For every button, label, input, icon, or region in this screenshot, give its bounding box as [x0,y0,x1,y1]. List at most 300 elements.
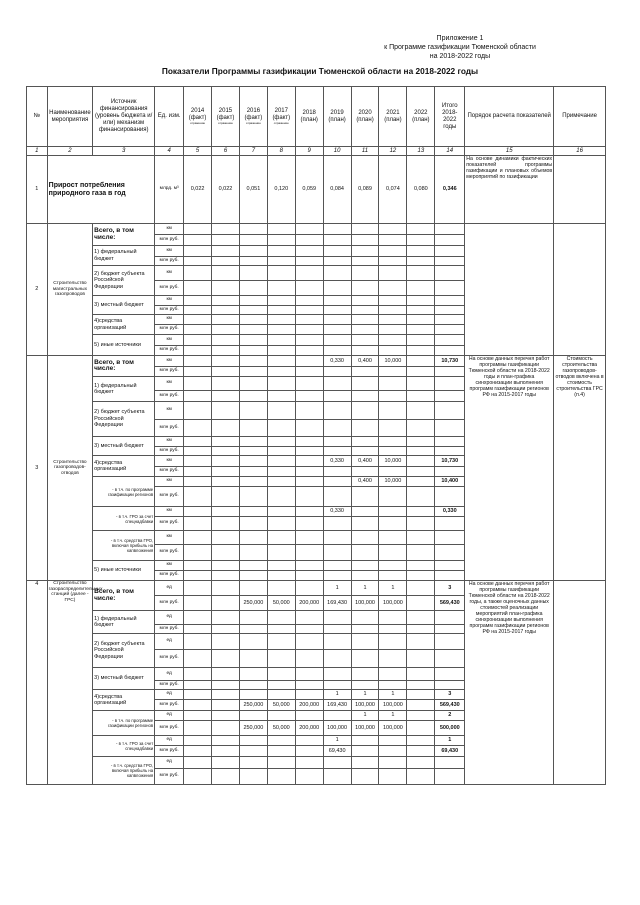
table-cell: 1 [379,581,407,596]
table-cell [212,625,240,634]
table-cell: 250,000 [239,721,267,736]
table-cell [435,611,465,625]
table-cell: 1 [27,147,48,156]
table-cell [295,391,323,402]
table-cell [184,335,212,346]
table-cell [435,757,465,769]
table-cell [295,335,323,346]
table-cell: 4)средства организаций [93,690,155,711]
table-cell [435,571,465,581]
table-cell: 12 [379,147,407,156]
table-cell: 0,330 [323,356,351,367]
table-cell: - в т.ч. средства ГРО, включая прибыль на капвложения [93,531,155,561]
table-cell [323,517,351,531]
table-cell [184,281,212,296]
table-cell: км [155,456,184,467]
table-cell [267,487,295,507]
table-cell [212,296,240,306]
table-cell [351,736,379,746]
table-cell [379,634,407,650]
header-2014: 2014 (факт) отражение [184,87,212,147]
table-cell [323,257,351,266]
table-cell: 1 [351,690,379,700]
table-cell [379,545,407,561]
table-cell [267,650,295,668]
table-cell [184,447,212,456]
table-cell [379,746,407,757]
table-cell [295,281,323,296]
table-cell [295,477,323,487]
table-cell [435,402,465,420]
table-cell [267,517,295,531]
table-cell [379,561,407,571]
table-cell [212,736,240,746]
header-2022: 2022 (план) [407,87,435,147]
table-cell: млн руб. [155,467,184,477]
table-cell: млрд. м³ [155,156,184,224]
table-cell [379,757,407,769]
table-cell: 100,000 [351,700,379,711]
table-cell [351,246,379,257]
table-cell [407,634,435,650]
table-cell [407,456,435,467]
table-cell [212,668,240,681]
table-cell [267,391,295,402]
table-cell [212,325,240,335]
table-cell: 13 [407,147,435,156]
table-cell [267,315,295,325]
table-cell [407,246,435,257]
table-cell [351,650,379,668]
table-cell [239,296,267,306]
table-cell [295,545,323,561]
table-cell [239,266,267,281]
table-cell [212,581,240,596]
table-cell: 1) федеральный бюджет [93,246,155,266]
table-cell: 0,330 [323,507,351,517]
table-cell [351,402,379,420]
table-cell [239,711,267,721]
table-cell [323,437,351,447]
table-cell: 14 [435,147,465,156]
table-cell: 2) бюджет субъекта Российской Федерации [93,634,155,668]
table-cell: 1 [323,690,351,700]
table-cell [351,377,379,391]
table-cell [435,325,465,335]
table-cell [435,625,465,634]
table-cell [239,235,267,246]
table-cell [407,690,435,700]
table-cell [379,625,407,634]
table-cell: 1) федеральный бюджет [93,611,155,634]
table-cell [323,711,351,721]
table-cell: 200,000 [295,721,323,736]
header-name: Наименование мероприятия [47,87,92,147]
table-cell [295,266,323,281]
table-cell [267,531,295,545]
table-cell [212,402,240,420]
table-cell: км [155,296,184,306]
table-cell [295,517,323,531]
table-cell [239,477,267,487]
table-cell [184,224,212,235]
table-cell [435,487,465,507]
table-cell [239,611,267,625]
table-cell: км [155,402,184,420]
table-cell: 100,000 [351,596,379,611]
table-cell: 100,000 [323,721,351,736]
table-cell: 9 [295,147,323,156]
table-cell: 200,000 [295,700,323,711]
table-cell [267,335,295,346]
table-cell [407,561,435,571]
table-cell: На основе данных перечня работ программы газификации Тюменской области на 2018-2022 годы и план-графика синхронизации выполнения программ газификации регионов РФ на 2015-2017 годы [465,356,554,581]
header-calc: Порядок расчета показателей [465,87,554,147]
table-cell: - в т.ч. ГРО за счет спецнадбавки [93,736,155,757]
table-cell [323,561,351,571]
table-cell [407,700,435,711]
table-cell [239,420,267,437]
table-cell [379,325,407,335]
table-cell [435,467,465,477]
table-cell [239,467,267,477]
table-cell: млн руб. [155,625,184,634]
table-cell [295,257,323,266]
table-cell [407,335,435,346]
table-cell [435,447,465,456]
table-cell: Строительство газопроводов-отводов [47,356,92,581]
table-cell [379,246,407,257]
table-cell [267,377,295,391]
table-cell [323,281,351,296]
table-cell [212,235,240,246]
table-cell: км [155,315,184,325]
table-cell: 10 [323,147,351,156]
table-cell [435,335,465,346]
table-cell: км [155,335,184,346]
row2-all-km [27,224,606,235]
table-cell [239,634,267,650]
table-cell [212,456,240,467]
table-cell [267,281,295,296]
table-cell: млн руб. [155,487,184,507]
table-cell [184,700,212,711]
table-cell [379,377,407,391]
table-cell: 50,000 [267,700,295,711]
table-cell [184,257,212,266]
table-cell [435,545,465,561]
table-cell [267,634,295,650]
table-cell [239,681,267,690]
table-cell [239,391,267,402]
table-cell [407,596,435,611]
table-cell: 5) иные источники [93,335,155,356]
table-cell [212,746,240,757]
table-cell [267,611,295,625]
table-cell [323,668,351,681]
table-cell [323,769,351,785]
table-cell: 50,000 [267,596,295,611]
table-cell [239,325,267,335]
table-cell: 69,430 [323,746,351,757]
table-cell [212,257,240,266]
table-cell [212,377,240,391]
table-cell [554,156,606,224]
table-cell: ед [155,634,184,650]
table-cell: 2) бюджет субъекта Российской Федерации [93,266,155,296]
table-cell [184,650,212,668]
table-cell [351,487,379,507]
table-cell [267,561,295,571]
table-cell [212,690,240,700]
table-cell [435,668,465,681]
table-cell [435,224,465,235]
table-cell: 0,074 [379,156,407,224]
table-cell: 1 [379,711,407,721]
table-cell [435,561,465,571]
table-cell: 2 [47,147,92,156]
table-cell [351,517,379,531]
table-cell: - в т.ч. по программе газификации регионов [93,711,155,736]
appendix-note [330,34,590,61]
table-row-1 [27,156,606,224]
table-cell [351,235,379,246]
table-cell: Строительство газораспределительных станций (далее - ГРС) [47,581,92,785]
table-cell [407,437,435,447]
table-cell [267,296,295,306]
table-cell [212,721,240,736]
table-cell [407,611,435,625]
table-cell [407,625,435,634]
table-cell [184,306,212,315]
table-cell [407,315,435,325]
table-cell: - в т.ч. средства ГРО, включая прибыль на капвложения [93,757,155,785]
table-cell [379,296,407,306]
table-cell [323,325,351,335]
table-cell [267,437,295,447]
indicators-table [26,86,606,785]
table-cell [351,757,379,769]
table-cell [184,356,212,367]
table-cell [184,391,212,402]
table-cell: 5) иные источники [93,561,155,581]
table-cell [239,736,267,746]
table-cell: 4 [27,581,48,785]
table-cell [351,257,379,266]
table-cell [323,224,351,235]
table-cell: 200,000 [295,596,323,611]
table-cell [212,266,240,281]
table-cell [407,711,435,721]
table-cell [212,571,240,581]
table-cell [295,296,323,306]
table-cell [323,681,351,690]
table-cell [407,467,435,477]
table-cell [407,736,435,746]
table-cell [267,420,295,437]
table-cell: млн руб. [155,650,184,668]
table-cell [239,581,267,596]
table-cell [351,681,379,690]
table-cell [379,736,407,746]
table-cell: 10,000 [379,356,407,367]
table-cell [323,315,351,325]
table-cell [184,296,212,306]
table-cell [184,315,212,325]
row4-all-ed [27,581,606,596]
table-cell [295,456,323,467]
table-cell: млн руб. [155,681,184,690]
table-cell: км [155,246,184,257]
table-cell [295,224,323,235]
table-cell [295,356,323,367]
table-cell [239,668,267,681]
table-cell [435,377,465,391]
table-cell: 0,120 [267,156,295,224]
table-cell [351,437,379,447]
table-cell [351,467,379,477]
table-cell [407,356,435,367]
table-cell: 0,400 [351,456,379,467]
table-cell [295,757,323,769]
table-cell [212,545,240,561]
table-cell: ед [155,736,184,746]
table-cell [295,681,323,690]
table-cell [407,650,435,668]
table-cell [295,315,323,325]
column-numbers-row [27,147,606,156]
table-cell [267,581,295,596]
table-cell: км [155,561,184,571]
table-cell [267,257,295,266]
appendix-line-2: к Программе газификации Тюменской области [384,44,536,51]
row3-all-km [27,356,606,367]
table-cell: 5 [184,147,212,156]
table-cell [407,746,435,757]
table-cell [295,246,323,257]
table-cell: млн руб. [155,769,184,785]
table-cell [212,420,240,437]
table-cell: 1 [323,581,351,596]
table-cell [351,545,379,561]
table-cell [212,517,240,531]
table-cell [323,477,351,487]
table-cell [323,467,351,477]
table-cell [295,367,323,377]
table-cell [435,306,465,315]
header-row [27,87,606,147]
table-cell: 0,346 [435,156,465,224]
table-cell [435,437,465,447]
table-cell: 169,430 [323,700,351,711]
table-cell [435,634,465,650]
table-cell [212,437,240,447]
table-cell [184,581,212,596]
table-cell: 7 [239,147,267,156]
table-cell [435,650,465,668]
table-cell [407,235,435,246]
table-cell [212,467,240,477]
table-cell: 2) бюджет субъекта Российской Федерации [93,402,155,437]
table-cell [267,325,295,335]
table-cell [267,456,295,467]
table-cell [407,571,435,581]
table-cell: 50,000 [267,721,295,736]
table-cell: 4 [155,147,184,156]
table-cell [379,487,407,507]
table-cell: км [155,437,184,447]
table-cell: ед [155,611,184,625]
table-cell [295,531,323,545]
table-cell [212,634,240,650]
table-cell: млн руб. [155,545,184,561]
table-cell [351,281,379,296]
table-cell [184,367,212,377]
table-cell [323,306,351,315]
table-cell [184,668,212,681]
table-cell: млн руб. [155,281,184,296]
table-cell: 100,000 [379,700,407,711]
table-cell [351,447,379,456]
table-cell [407,257,435,266]
table-cell [295,736,323,746]
table-cell: млн руб. [155,257,184,266]
table-cell [212,224,240,235]
table-cell [267,769,295,785]
table-cell [351,420,379,437]
table-cell [323,487,351,507]
table-cell [184,561,212,571]
table-cell: 1 [27,156,48,224]
table-cell [323,246,351,257]
header-2020: 2020 (план) [351,87,379,147]
table-cell [407,346,435,356]
table-cell: ед [155,757,184,769]
table-cell: 1) федеральный бюджет [93,377,155,402]
table-cell [212,650,240,668]
table-cell [239,517,267,531]
table-cell: Всего, в том числе: [93,224,155,246]
header-2019: 2019 (план) [323,87,351,147]
table-cell: 3) местный бюджет [93,296,155,315]
table-cell: км [155,266,184,281]
table-cell [212,367,240,377]
table-cell [295,746,323,757]
table-cell [184,420,212,437]
table-cell [351,296,379,306]
table-cell: 169,430 [323,596,351,611]
header-2016: 2016 (факт) отражение [239,87,267,147]
table-cell: ед [155,711,184,721]
table-cell: млн руб. [155,420,184,437]
table-cell [295,402,323,420]
table-cell: Строительство магистральных газопроводов [47,224,92,356]
table-cell [379,257,407,266]
table-cell [267,224,295,235]
table-cell [351,634,379,650]
table-cell [379,315,407,325]
table-cell [212,246,240,257]
table-cell [407,507,435,517]
table-cell: 0,022 [212,156,240,224]
table-cell [267,507,295,517]
table-cell: млн руб. [155,346,184,356]
table-cell [239,456,267,467]
table-cell [351,266,379,281]
table-cell [239,315,267,325]
table-cell [295,581,323,596]
table-cell: 2 [435,711,465,721]
